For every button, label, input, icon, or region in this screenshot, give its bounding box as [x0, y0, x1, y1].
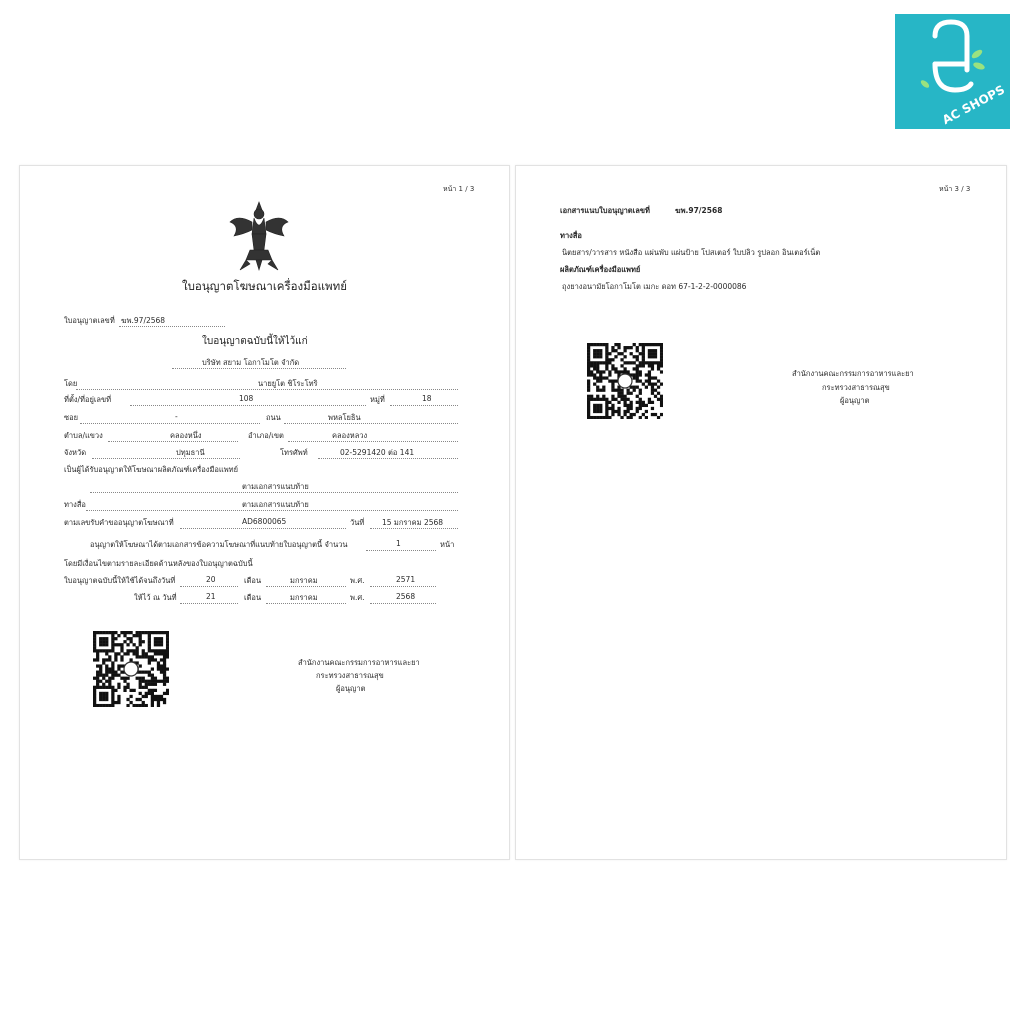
address-no: 108 — [239, 394, 254, 403]
subdistrict: คลองหนึ่ง — [170, 431, 202, 440]
road-label: ถนน — [266, 413, 281, 422]
license-no-label: ใบอนุญาตเลขที่ — [64, 316, 115, 325]
given-day: 21 — [206, 592, 216, 601]
media-label: ทางสื่อ — [64, 500, 86, 509]
attachment-no: ฆพ.97/2568 — [675, 206, 723, 215]
request-date: 15 มกราคม 2568 — [382, 518, 444, 527]
document-title: ใบอนุญาตโฆษณาเครื่องมือแพทย์ — [182, 279, 347, 293]
license-page-3 — [515, 165, 1007, 860]
moo: 18 — [422, 394, 432, 403]
expiry-year: 2571 — [396, 575, 416, 584]
province: ปทุมธานี — [176, 448, 205, 457]
signer-role: ผู้อนุญาต — [336, 684, 366, 693]
road: พหลโยธิน — [328, 413, 361, 422]
page-number: หน้า 1 / 3 — [443, 185, 475, 193]
signer-ministry: กระทรวงสาธารณสุข — [822, 383, 890, 392]
product-heading: ผลิตภัณฑ์เครื่องมือแพทย์ — [560, 265, 641, 274]
attachment-label: เอกสารแนบใบอนุญาตเลขที่ — [560, 206, 650, 215]
signer-ministry: กระทรวงสาธารณสุข — [316, 671, 384, 680]
request-no: AD6800065 — [242, 517, 287, 526]
logo-text: AC SHOPS — [939, 82, 1008, 128]
request-date-label: วันที่ — [350, 518, 365, 527]
products-ref: ตามเอกสารแนบท้าย — [242, 482, 309, 491]
garuda-emblem — [226, 200, 292, 272]
media-list: นิตยสาร/วารสาร หนังสือ แผ่นพับ แผ่นป้าย โปสเตอร์ ใบปลิว รูปลอก อินเตอร์เน็ต — [562, 248, 821, 257]
expiry-month-label: เดือน — [244, 576, 262, 585]
phone-label: โทรศัพท์ — [280, 448, 308, 457]
ac-shops-logo — [895, 14, 1010, 129]
product-name: ถุงยางอนามัยโอกาโมโต เมกะ ดอท 67-1-2-2-0000086 — [562, 282, 747, 291]
given-year: 2568 — [396, 592, 416, 601]
allow-text: อนุญาตให้โฆษณาได้ตามเอกสารข้อความโฆษณาที่แนบท้ายใบอนุญาตนี้ จำนวน — [90, 540, 348, 549]
subdistrict-label: ตำบล/แขวง — [64, 431, 103, 440]
request-label: ตามเลขรับคำขออนุญาตโฆษณาที่ — [64, 518, 174, 527]
given-month: มกราคม — [290, 593, 318, 602]
signer-office: สำนักงานคณะกรรมการอาหารและยา — [792, 369, 914, 378]
pages-count: 1 — [396, 539, 401, 548]
phone: 02-5291420 ต่อ 141 — [340, 448, 415, 457]
pages-unit: หน้า — [440, 540, 455, 549]
issued-to-heading: ใบอนุญาตฉบับนี้ให้ไว้แก่ — [202, 336, 308, 347]
qr-code — [587, 343, 663, 419]
signer-office: สำนักงานคณะกรรมการอาหารและยา — [298, 658, 420, 667]
conditions-text: โดยมีเงื่อนไขตามรายละเอียดด้านหลังของใบอนุญาตฉบับนี้ — [64, 559, 253, 568]
given-year-label: พ.ศ. — [350, 593, 365, 602]
media-ref: ตามเอกสารแนบท้าย — [242, 500, 309, 509]
expiry-year-label: พ.ศ. — [350, 576, 365, 585]
province-label: จังหวัด — [64, 448, 87, 457]
expiry-day: 20 — [206, 575, 216, 584]
company-name: บริษัท สยาม โอกาโมโต จำกัด — [202, 358, 300, 367]
licensee-name: นายยูโต ชิโระโทริ — [258, 379, 318, 388]
soi: - — [175, 412, 178, 421]
by-label: โดย — [64, 379, 78, 388]
license-page-1 — [19, 165, 510, 860]
given-label: ให้ไว้ ณ วันที่ — [134, 593, 177, 602]
district-label: อำเภอ/เขต — [248, 431, 284, 440]
page-number: หน้า 3 / 3 — [939, 185, 971, 193]
media-heading: ทางสื่อ — [560, 231, 582, 240]
soi-label: ซอย — [64, 413, 78, 422]
given-month-label: เดือน — [244, 593, 262, 602]
expiry-month: มกราคม — [290, 576, 318, 585]
address-label: ที่ตั้ง/ที่อยู่เลขที่ — [64, 395, 112, 404]
expiry-label: ใบอนุญาตฉบับนี้ให้ใช้ได้จนถึงวันที่ — [64, 576, 176, 585]
qr-code — [93, 631, 169, 707]
licensee-text: เป็นผู้ได้รับอนุญาตให้โฆษณาผลิตภัณฑ์เครื่องมือแพทย์ — [64, 465, 239, 474]
signer-role: ผู้อนุญาต — [840, 396, 870, 405]
district: คลองหลวง — [332, 431, 368, 440]
moo-label: หมู่ที่ — [370, 395, 385, 404]
license-no: ฆพ.97/2568 — [121, 316, 166, 325]
